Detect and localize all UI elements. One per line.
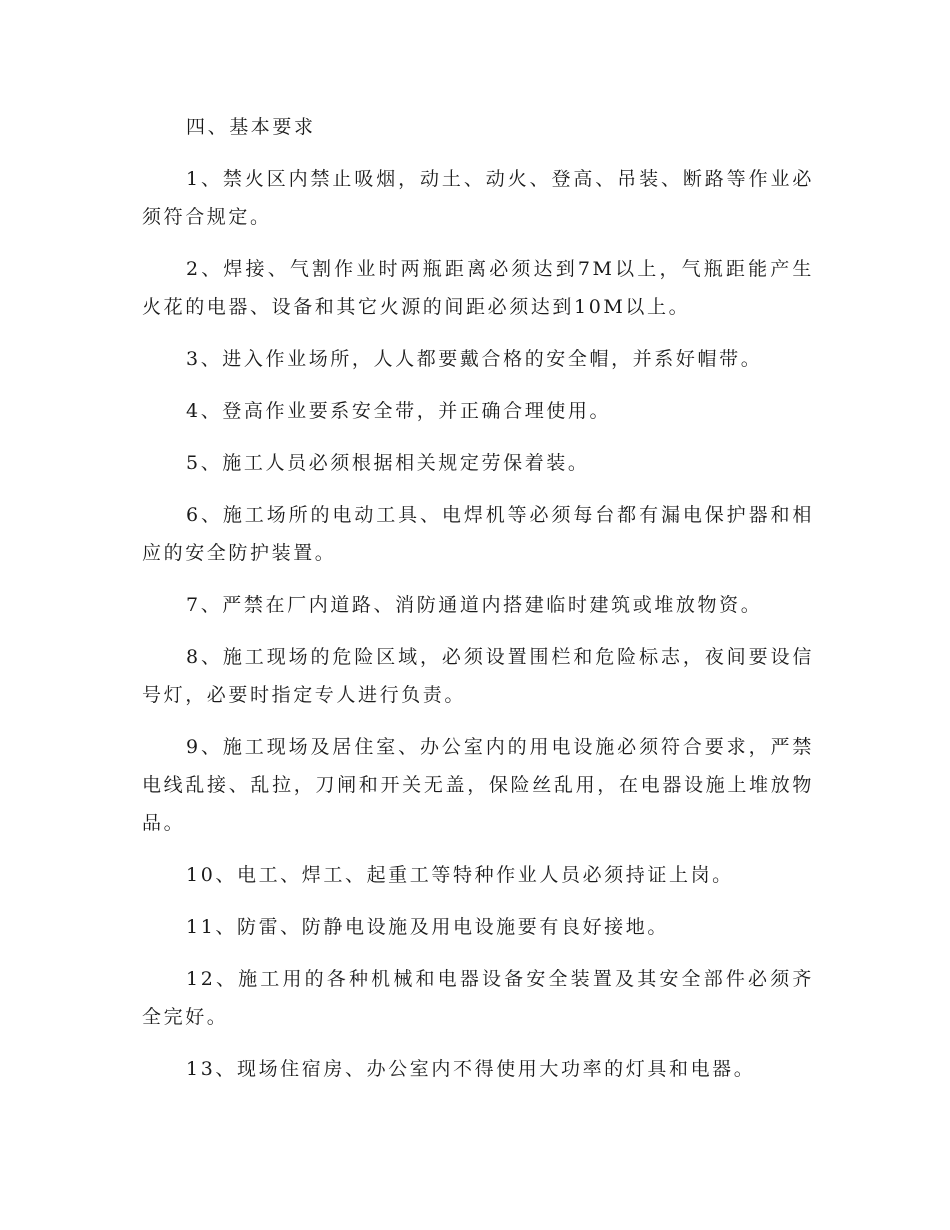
requirement-item-12: 12、施工用的各种机械和电器设备安全装置及其安全部件必须齐全完好。 [142,968,814,1028]
requirement-item-1: 1、禁火区内禁止吸烟，动土、动火、登高、吊装、断路等作业必须符合规定。 [142,168,814,228]
requirement-item-9: 9、施工现场及居住室、办公室内的用电设施必须符合要求，严禁电线乱接、乱拉，刀闸和开关无盖，保险丝乱用，在电器设施上堆放物品。 [142,736,814,834]
requirement-item-6: 6、施工场所的电动工具、电焊机等必须每台都有漏电保护器和相应的安全防护装置。 [142,504,814,564]
requirement-item-2: 2、焊接、气割作业时两瓶距离必须达到7M以上，气瓶距能产生火花的电器、设备和其它火源的间距必须达到10M以上。 [142,258,814,318]
requirement-item-8: 8、施工现场的危险区域，必须设置围栏和危险标志，夜间要设信号灯，必要时指定专人进行负责。 [142,646,814,706]
requirement-item-4: 4、登高作业要系安全带，并正确合理使用。 [186,400,612,422]
requirement-item-7: 7、严禁在厂内道路、消防通道内搭建临时建筑或堆放物资。 [186,594,763,616]
document-body [142,108,814,1102]
section-heading: 四、基本要求 [186,116,316,138]
requirement-item-13: 13、现场住宿房、办公室内不得使用大功率的灯具和电器。 [186,1058,756,1080]
requirement-item-11: 11、防雷、防静电设施及用电设施要有良好接地。 [186,916,669,938]
requirement-item-3: 3、进入作业场所，人人都要戴合格的安全帽，并系好帽带。 [186,348,763,370]
requirement-item-10: 10、电工、焊工、起重工等特种作业人员必须持证上岗。 [186,864,734,886]
requirement-item-5: 5、施工人员必须根据相关规定劳保着装。 [186,452,590,474]
